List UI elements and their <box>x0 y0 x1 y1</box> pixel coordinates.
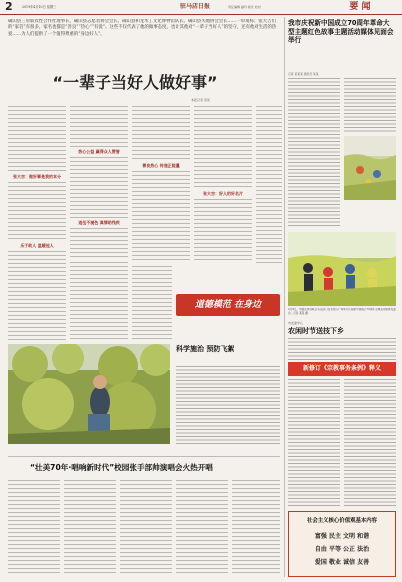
values-line-3: 爱国 敬业 诚信 友善 <box>314 559 370 566</box>
values-title: 社会主义核心价值观基本内容 <box>306 518 378 524</box>
bottom-headline: “壮美70年·唱响新时代”校园张手部帅演唱会火热开唱 <box>30 463 213 472</box>
calligraphy-badge <box>176 294 280 316</box>
main-headline: “一辈子当好人做好事” <box>52 73 218 92</box>
text-column-4-top <box>194 106 252 190</box>
calligraphy-text: 道德模范 在身边 <box>194 300 262 310</box>
text-column-3-mid <box>132 171 190 263</box>
religion-text-col-1 <box>288 379 340 507</box>
subhead-6: 张大吉：好人的好名片 <box>203 191 243 196</box>
text-column-4-bottom <box>194 199 252 263</box>
right-photo-caption: 4月9日，市委宣传部联合有关部门在龙泉山广场举行庆祝新中国成立70周年主题活动媒体见面会。记者 某某 摄 <box>288 308 396 315</box>
subhead-4: 乐于助人 温暖他人 <box>20 243 54 248</box>
text-column-1-bottom <box>8 251 66 341</box>
right-text-col-2 <box>344 78 396 134</box>
masthead-rule <box>0 14 402 15</box>
bottom-text-col-4 <box>176 480 228 576</box>
subhead-2: 热心公益 赢得众人赞誉 <box>78 149 120 154</box>
side-news-kicker: 市农委中心 <box>288 321 304 325</box>
column-divider <box>284 17 285 577</box>
text-column-5 <box>256 106 282 263</box>
lead-paragraph: 确山县三府联农性合作社理事长、确山县志愿者协会会长、确山县和龙木工文化博物馆队长、确山县失地协会会长……一串角标；张大吉们的“家首”有很多，家名也都是“善良”“热心”“有爱”。这些不仅代表了他的做事态度，也让其他对“一辈子当好人”的坚守，还有他对生活的热爱……为人们提供了一个值得尊重的“身边好人”。 <box>8 19 277 37</box>
bottom-text-col-2 <box>64 480 116 576</box>
subhead-1: 张大吉：做好事是我的本分 <box>13 174 61 179</box>
text-column-1-mid <box>8 182 66 242</box>
catkin-headline: 科学施治 预防飞絮 <box>176 345 235 353</box>
religion-banner-title: 新修订《宗教事务条例》释义 <box>302 365 381 372</box>
right-text-col-1 <box>288 78 340 228</box>
text-column-1-top <box>8 106 66 174</box>
text-column-2-bottom <box>70 228 128 260</box>
bottom-text-col-1 <box>8 480 60 576</box>
section-title: 要 闻 <box>349 2 371 12</box>
values-line-1: 富强 民主 文明 和谐 <box>314 533 370 540</box>
byline: 本报记者 某某 <box>191 98 210 102</box>
bottom-text-col-3 <box>120 480 172 576</box>
text-column-3-top <box>132 106 190 162</box>
text-column-2-top <box>70 106 128 148</box>
subhead-5: 退伍不褪色 真情助残疾 <box>78 220 120 225</box>
subhead-3: 善良热心 传递正能量 <box>142 163 180 168</box>
page-number: 2 <box>5 1 13 13</box>
right-top-photo <box>344 136 396 200</box>
text-column-2-mid <box>70 157 128 219</box>
values-line-2: 自由 平等 公正 法治 <box>314 546 370 553</box>
bottom-text-col-5 <box>232 480 280 576</box>
catkin-photo <box>8 344 170 444</box>
right-main-photo <box>288 232 396 306</box>
side-news-headline: 农闲时节送技下乡 <box>288 327 344 335</box>
text-column-3-lower <box>132 266 172 342</box>
side-news-text <box>288 338 396 360</box>
section-divider <box>8 456 280 457</box>
text-column-2-lower <box>70 262 128 342</box>
date-line: 2019年4月10日 星期三 <box>22 5 57 9</box>
religion-banner <box>288 362 396 376</box>
religion-text-col-2 <box>344 379 396 507</box>
catkin-text <box>176 366 280 444</box>
edition-line: 责任编辑 副刊 版式 校对 <box>228 5 261 9</box>
values-box <box>288 511 396 577</box>
masthead-logo: 驻马店日报 <box>179 3 210 10</box>
right-credit: 记者 某某某 通讯员 某某 <box>288 72 319 76</box>
right-headline: 我市庆祝新中国成立70周年革命大型主题红色故事主题活动媒体见面会举行 <box>288 19 394 45</box>
